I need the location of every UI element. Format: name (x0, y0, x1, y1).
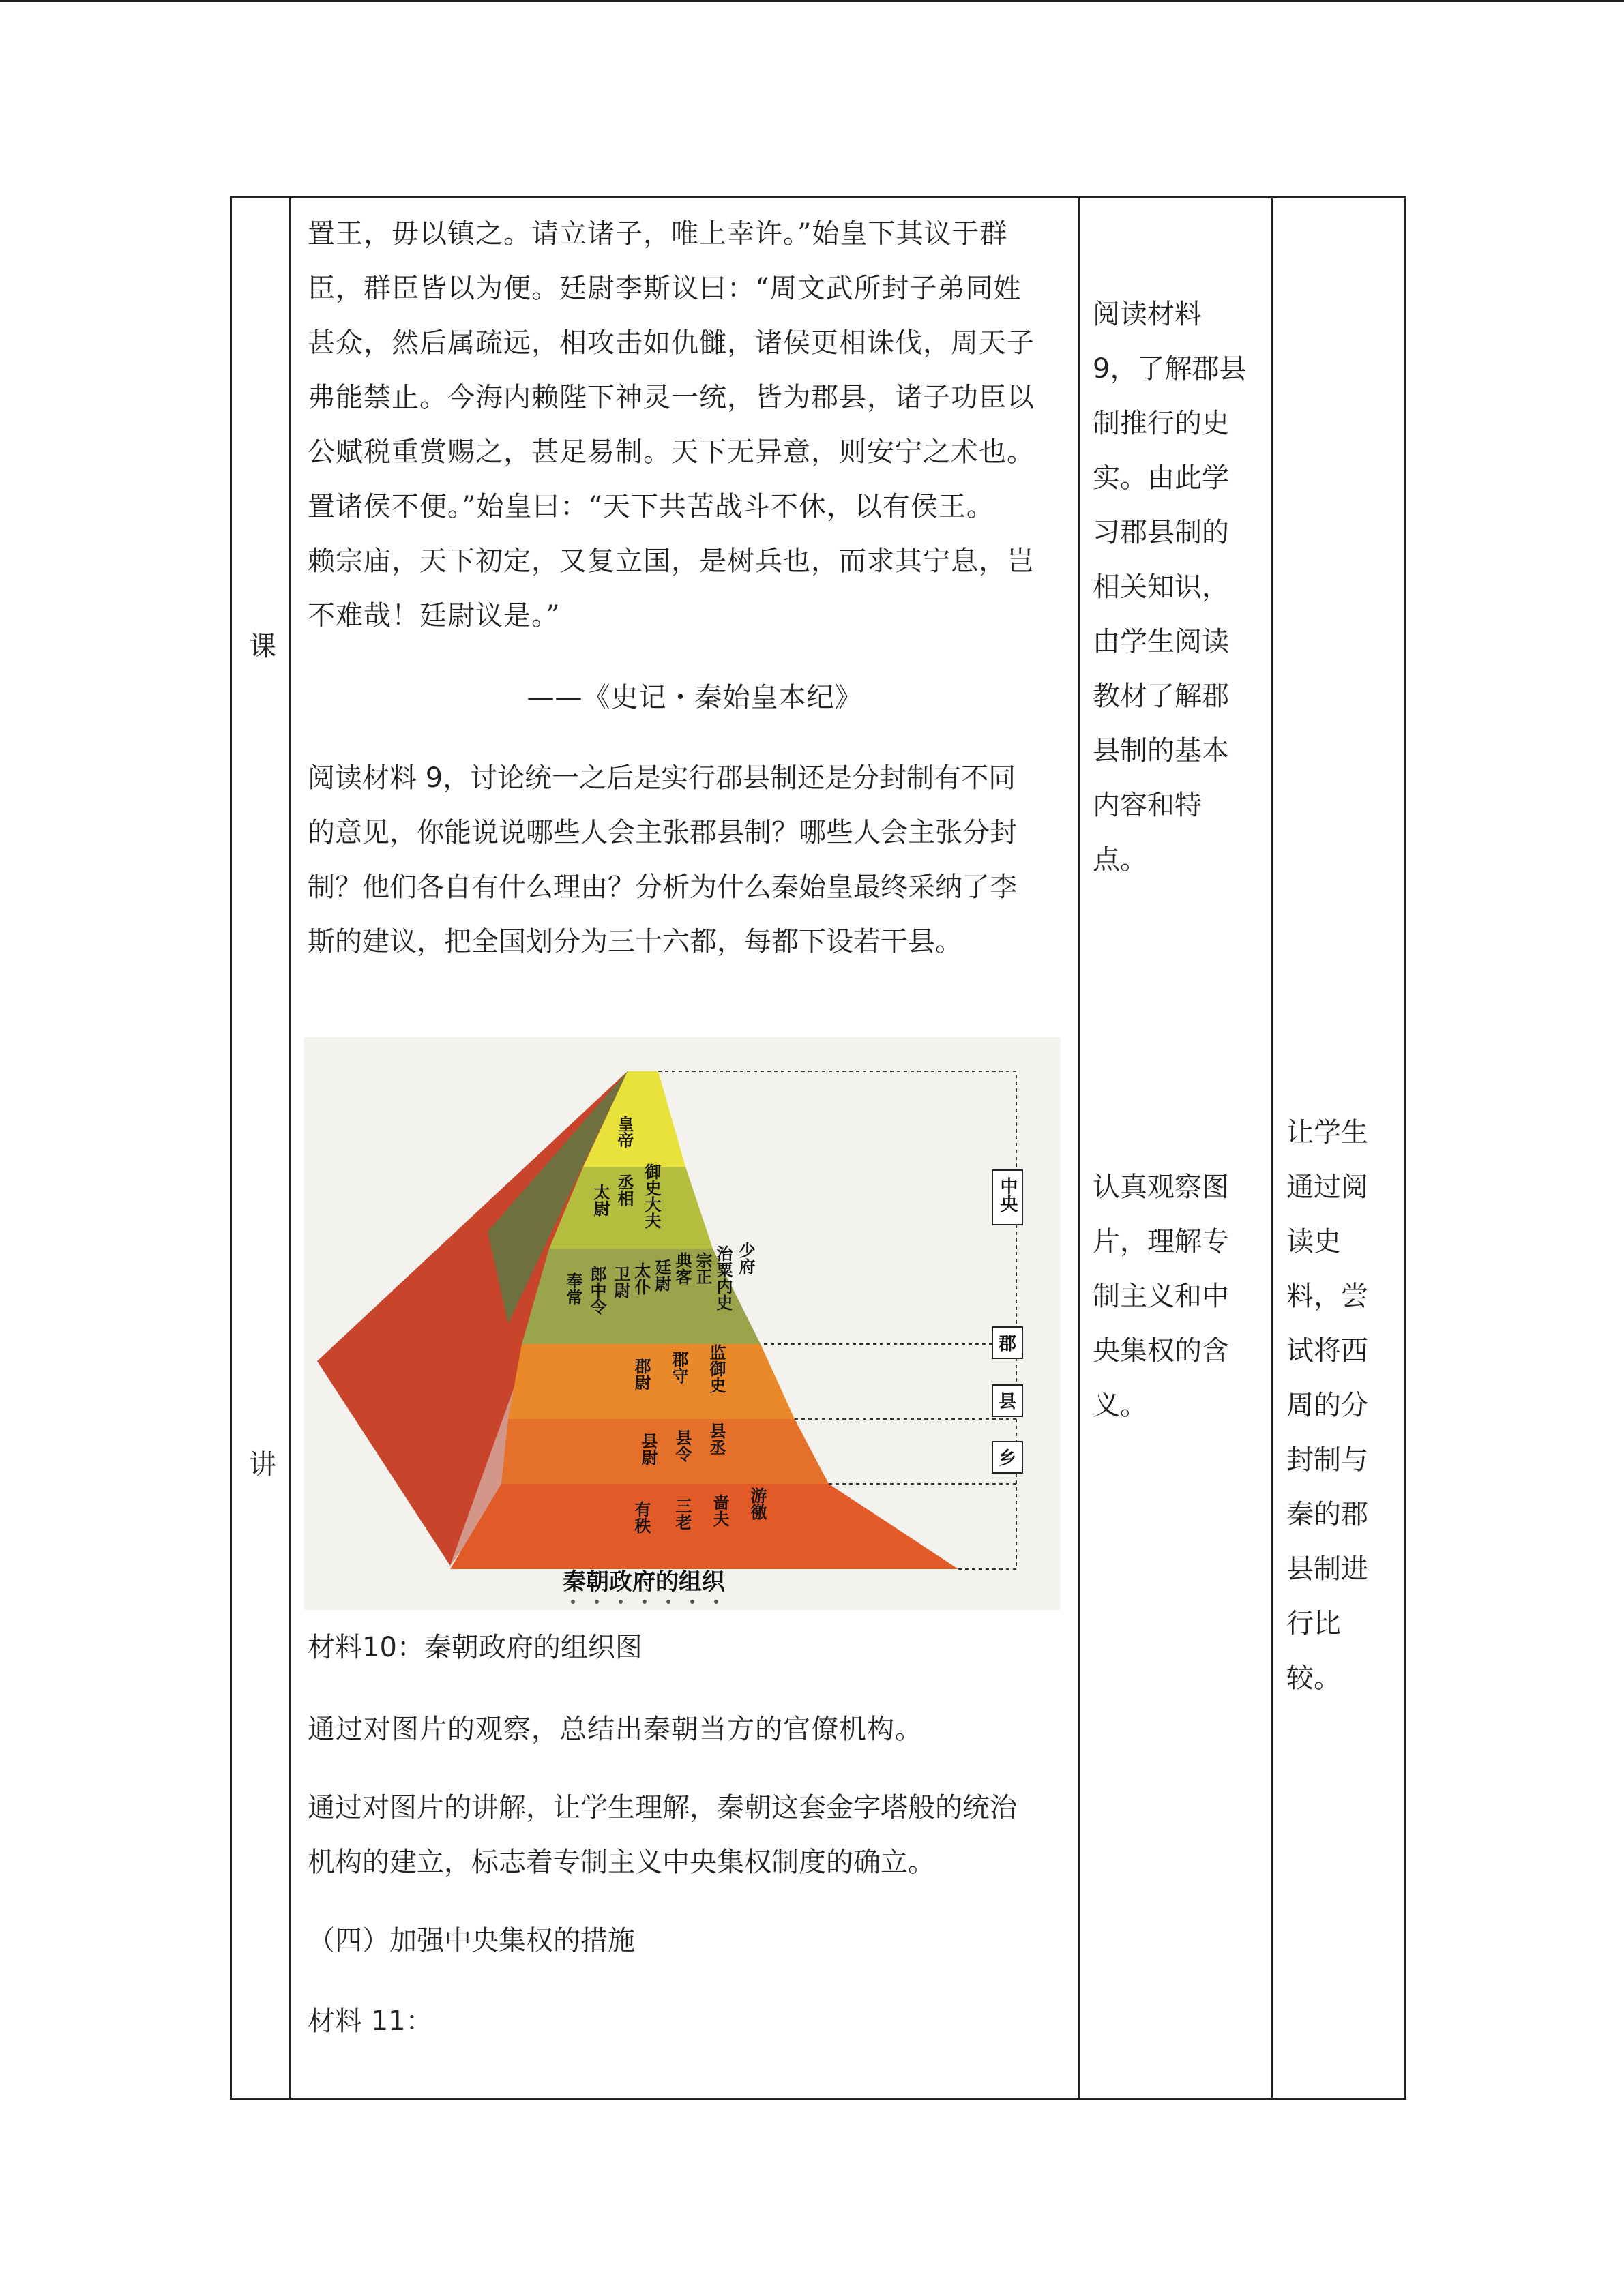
activity-line: 县制的基本 (1093, 735, 1229, 766)
student-activity-block-2 (1093, 1160, 1263, 1433)
section-heading: （四）加强中央集权的措施 (308, 1925, 635, 1956)
tier-label: 治粟内史 (713, 1245, 733, 1311)
tier-label: 廷尉 (652, 1259, 671, 1292)
activity-line: 由学生阅读 (1093, 626, 1229, 657)
intent-line: 县制进 (1286, 1553, 1368, 1585)
student-activity-block-1 (1093, 287, 1263, 887)
stage-char-bottom: 讲 (249, 1449, 276, 1480)
side-label-jun: 郡 (998, 1334, 1017, 1354)
tier-label: 太尉 (591, 1184, 610, 1217)
quote-source: ——《史记・秦始皇本纪》 (527, 682, 863, 713)
material11-label: 材料 11： (308, 2006, 433, 2037)
column-divider-3 (1271, 198, 1273, 2098)
discussion-line: 阅读材料 9，讨论统一之后是实行郡县制还是分封制有不同 (308, 762, 1016, 794)
explain-line: 通过对图片的讲解，让学生理解，秦朝这套金字塔般的统治 (308, 1792, 1017, 1823)
activity-line: 习郡县制的 (1093, 517, 1229, 548)
side-label-central: 中央 (997, 1177, 1018, 1212)
intent-line: 通过阅 (1286, 1172, 1368, 1203)
qin-government-pyramid-figure (304, 1037, 1061, 1610)
activity-line: 内容和特 (1093, 790, 1202, 821)
intent-line: 行比 (1286, 1608, 1341, 1639)
material10-caption: 材料10：秦朝政府的组织图 (308, 1632, 643, 1663)
tier-label: 少府 (736, 1242, 755, 1274)
activity-line: 9，了解郡县 (1093, 353, 1247, 385)
activity-line: 制推行的史 (1093, 408, 1229, 439)
activity-line: 制主义和中 (1093, 1281, 1229, 1312)
tier-label: 卫尉 (611, 1266, 630, 1298)
tier-label: 奉常 (563, 1272, 582, 1305)
tier-label: 太仆 (632, 1262, 651, 1295)
intent-line: 较。 (1286, 1663, 1341, 1694)
quote-line: 甚众，然后属疏远，相攻击如仇雠，诸侯更相诛伐，周天子 (308, 327, 1035, 359)
observe-text: 通过对图片的观察，总结出秦朝当方的官僚机构。 (308, 1714, 923, 1745)
quote-line: 臣，群臣皆以为便。廷尉李斯议曰：“周文武所封子弟同姓 (308, 273, 1022, 304)
discussion-line: 斯的建议，把全国划分为三十六都，每都下设若干县。 (308, 926, 962, 957)
tier-jun (508, 1344, 795, 1419)
quote-line: 置王，毋以镇之。请立诸子，唯上幸许。”始皇下其议于群 (308, 218, 1008, 250)
activity-line: 央集权的含 (1093, 1335, 1229, 1367)
tier-label: 皇帝 (615, 1116, 634, 1148)
intent-line: 封制与 (1286, 1444, 1368, 1476)
pyramid-diagram (304, 1037, 1061, 1610)
lesson-table (230, 196, 1406, 2100)
tier-xian (501, 1419, 829, 1484)
activity-line: 实。由此学 (1093, 462, 1229, 494)
column-divider-1 (289, 198, 291, 2098)
figure-inner-caption: 秦朝政府的组织 (563, 1568, 725, 1596)
activity-line: 阅读材料 (1093, 299, 1202, 330)
page-top-rule (0, 0, 1624, 2)
activity-line: 义。 (1093, 1390, 1147, 1421)
tier-label: 县尉 (638, 1433, 658, 1465)
activity-line: 点。 (1093, 844, 1147, 876)
tier-label: 三老 (673, 1497, 692, 1530)
activity-line: 教材了解郡 (1093, 681, 1229, 712)
quote-line: 置诸侯不便。”始皇曰：“天下共苦战斗不休，以有侯王。 (308, 491, 994, 522)
tier-label: 监御史 (707, 1344, 726, 1393)
tier-label: 郎中令 (587, 1266, 606, 1315)
activity-line: 认真观察图 (1093, 1172, 1229, 1203)
discussion-line: 的意见，你能说说哪些人会主张郡县制？哪些人会主张分封 (308, 817, 1017, 848)
activity-line: 相关知识， (1093, 571, 1229, 603)
stage-char-top: 课 (249, 631, 276, 662)
intent-line: 试将西 (1286, 1335, 1368, 1367)
intent-line: 让学生 (1286, 1117, 1368, 1148)
activity-line: 片，理解专 (1093, 1226, 1229, 1257)
quote-line: 弗能禁止。今海内赖陛下神灵一统，皆为郡县，诸子功臣以 (308, 382, 1035, 413)
side-label-xiang: 乡 (998, 1448, 1017, 1469)
tier-label: 郡尉 (632, 1358, 651, 1390)
quote-line: 公赋税重赏赐之，甚足易制。天下无异意，则安宁之术也。 (308, 436, 1035, 468)
design-intent-block (1286, 1105, 1389, 1705)
tier-label: 典客 (673, 1252, 692, 1285)
tier-label: 郡守 (669, 1351, 688, 1384)
intent-line: 周的分 (1286, 1390, 1368, 1421)
side-label-xian: 县 (998, 1392, 1017, 1412)
explain-line: 机构的建立，标志着专制主义中央集权制度的确立。 (308, 1847, 935, 1878)
tier-label: 有秩 (632, 1501, 651, 1534)
tier-label: 县丞 (707, 1422, 726, 1455)
quote-line: 不难哉！廷尉议是。” (308, 600, 561, 631)
quote-line: 赖宗庙，天下初定，又复立国，是树兵也，而求其宁息，岂 (308, 546, 1035, 577)
tier-label: 啬夫 (710, 1494, 729, 1527)
tier-label: 宗正 (693, 1252, 712, 1285)
discussion-line: 制？他们各自有什么理由？分析为什么秦始皇最终采纳了李 (308, 871, 1017, 903)
tier-label: 御史大夫 (642, 1163, 661, 1229)
tier-label: 县令 (673, 1429, 692, 1462)
intent-line: 秦的郡 (1286, 1499, 1368, 1530)
tier-label: 丞相 (615, 1174, 634, 1206)
tier-label: 游徼 (748, 1487, 767, 1520)
intent-line: 读史 (1286, 1226, 1341, 1257)
intent-line: 料，尝 (1286, 1281, 1368, 1312)
